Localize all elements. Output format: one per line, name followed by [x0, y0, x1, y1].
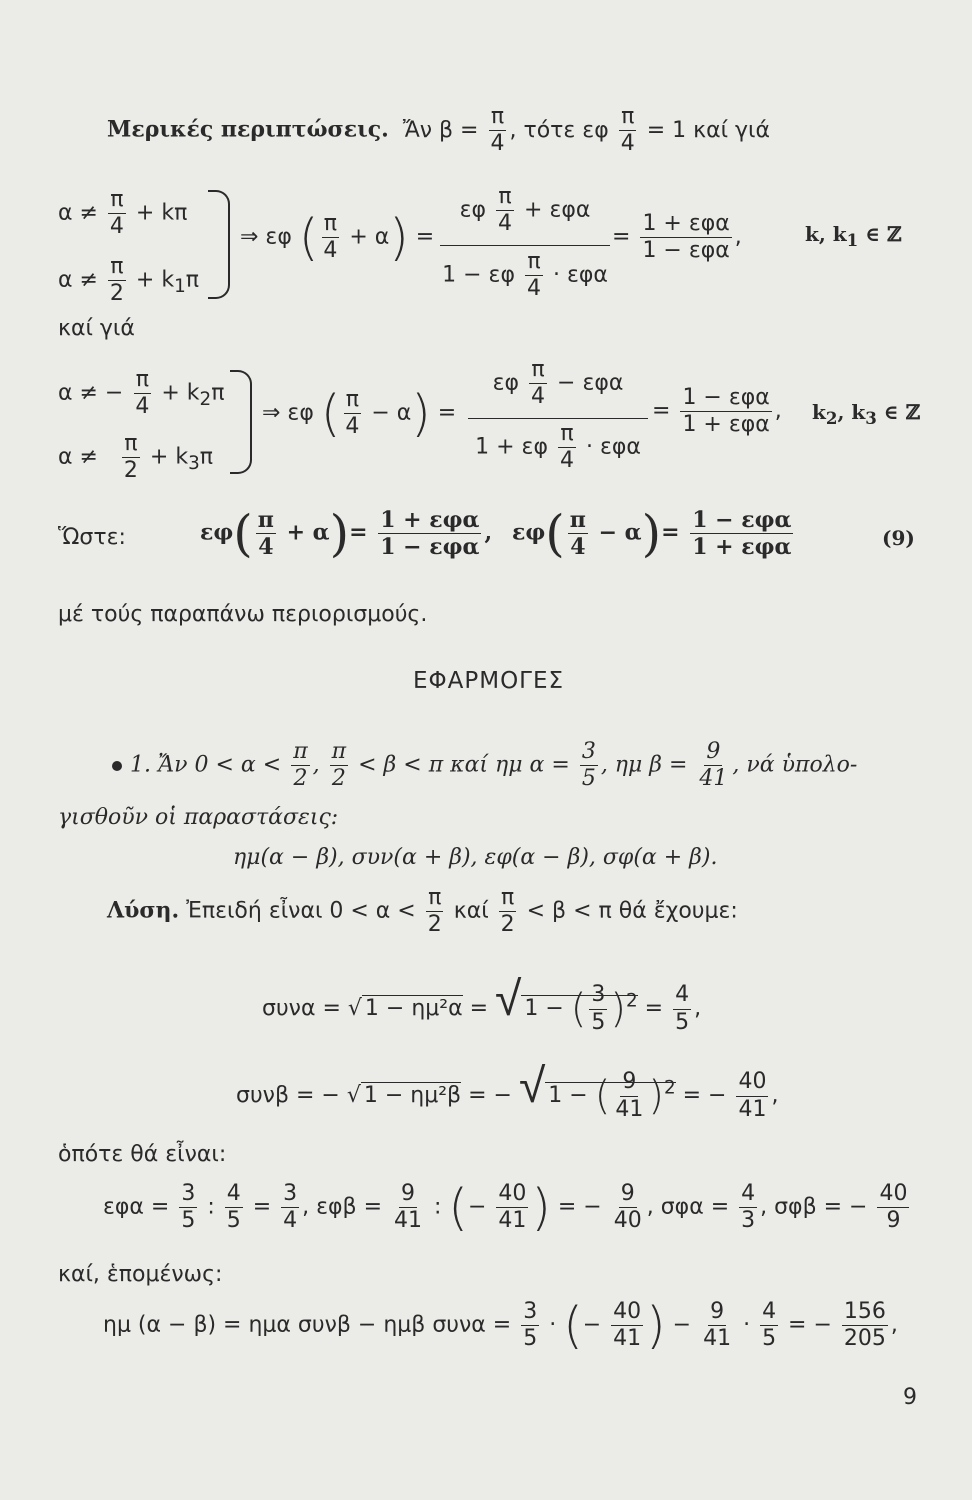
case2-fraction-bar — [468, 418, 648, 419]
cos-alpha-eq: συνα = √ 1 − ημ²α = √ 1 − ( $\frac{3}{5}$ )$^2$ = $\frac{4}{5}$ , — [262, 971, 702, 1035]
kai-gia: καί γιά — [58, 316, 135, 341]
case2-brace — [230, 370, 252, 474]
solution-label: Λύση. — [107, 897, 180, 924]
case1-brace — [208, 190, 230, 299]
bullet-icon — [112, 761, 122, 771]
hence-text: καί, ἑπομένως: — [58, 1262, 223, 1287]
case2-formula: ⇒ εφ ( $\frac{\pi}{4}$ − α) = — [262, 384, 457, 443]
app1-statement-cont: γισθοῦν οἱ παραστάσεις: — [58, 805, 339, 830]
case2-cond1: α ≠ − $\frac{\pi}{4}$ + $k_2\pi$ — [58, 367, 225, 420]
sin-diff-eq: ημ (α − β) = ημα συνβ − ημβ συνα = $\frac{3}{5}$ · (− $\frac{40}{41}$ ) − $\frac{9}{41}$ · $\frac{4}{5}$ = − $\frac{156}{205}$ , — [103, 1296, 898, 1355]
case1-cond1: α ≠ $\frac{\pi}{4}$ + kπ — [58, 187, 188, 240]
restrictions-text: μέ τούς παραπάνω περιορισμούς. — [58, 602, 428, 627]
tan-values: εφα = $\frac{3}{5}$ : $\frac{4}{5}$ = $\frac{3}{4}$ , εφβ = $\frac{9}{41}$ : (− $\frac{40}{41}$ ) = − $\frac{9}{40}$ , σφα = $\frac{4}{3}$ , σφβ = − $\frac{40}{9}$ — [103, 1178, 908, 1237]
case2-cond2: α ≠ $\frac{\pi}{2}$ + $k_3\pi$ — [58, 431, 214, 484]
case1-formula: ⇒ εφ ( $\frac{\pi}{4}$ + α) = — [240, 208, 435, 267]
case2-domain: $k_2$, $k_3$ ∈ ℤ — [812, 400, 921, 428]
case1-domain: k, $k_1$ ∈ ℤ — [805, 222, 902, 250]
conclusion-eq2: εφ( $\frac{\pi}{4}$ − α)= $\frac{\text{1 − εφα}}{\text{1 + εφα}}$ — [512, 504, 792, 563]
solution-line: Λύση. Ἐπειδή εἶναι 0 < α < $\frac{\pi}{2}$ καί $\frac{\pi}{2}$ < β < π θά ἔχουμε: — [107, 885, 738, 938]
cos-beta-eq: συνβ = − √ 1 − ημ²β = − √ 1 − ( $\frac{9}{41}$ )$^2$ = − $\frac{40}{41}$ , — [236, 1058, 779, 1122]
app1-expressions: ημ(α − β), συν(α + β), εφ(α − β), σφ(α + β). — [233, 845, 718, 870]
case1-denominator: 1 − εφ $\frac{\pi}{4}$ · εφα — [442, 249, 608, 302]
page-number: 9 — [903, 1385, 917, 1410]
case1-fraction-bar — [440, 245, 610, 246]
equation-number: (9) — [882, 526, 915, 550]
case1-cond2: α ≠ $\frac{\pi}{2}$ + $k_1\pi$ — [58, 254, 200, 307]
then-text: ὁπότε θά εἶναι: — [58, 1142, 227, 1167]
case1-result: = $\frac{\text{1 + εφα}}{\text{1 − εφα}}$ , — [612, 211, 742, 264]
case2-denominator: 1 + εφ $\frac{\pi}{4}$ · εφα — [475, 421, 641, 474]
case1-numerator: εφ $\frac{\pi}{4}$ + εφα — [459, 184, 591, 237]
intro-line: Μερικές περιπτώσεις. Ἄν β = $\frac{\pi}{4}$ , τότε εφ $\frac{\pi}{4}$ = 1 καί γιά — [107, 104, 770, 157]
heading: Μερικές περιπτώσεις. — [107, 116, 389, 143]
conclusion-eq1: εφ( $\frac{\pi}{4}$ + α)= $\frac{\text{1 + εφα}}{\text{1 − εφα}}$ , — [200, 504, 493, 563]
app1-statement: 1. Ἄν 0 < α < $\frac{\pi}{2}$ , $\frac{\pi}{2}$ < β < π καί ημ α = $\frac{3}{5}$ , ημ β = $\frac{9}{41}$ , νά ὑπολο- — [112, 740, 857, 791]
case2-numerator: εφ $\frac{\pi}{4}$ − εφα — [492, 357, 624, 410]
case2-result: = $\frac{\text{1 − εφα}}{\text{1 + εφα}}$ , — [652, 385, 782, 438]
conclusion-label: Ὥστε: — [58, 525, 126, 550]
section-title: ΕΦΑΡΜΟΓΕΣ — [413, 668, 565, 694]
